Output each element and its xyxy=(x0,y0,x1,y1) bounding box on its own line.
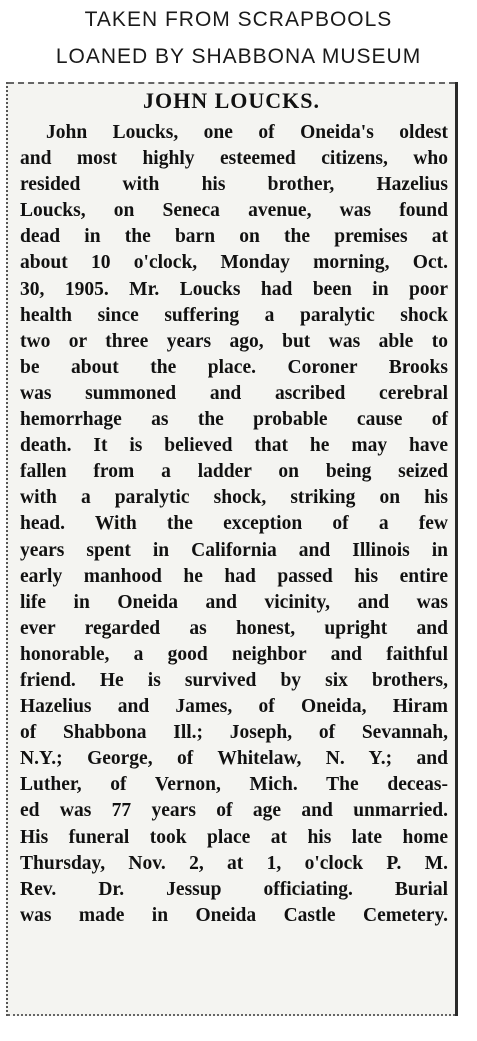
article-line: death. It is believed that he may have xyxy=(20,435,448,457)
article-line: and most highly esteemed citizens, who xyxy=(20,148,448,170)
article-line: John Loucks, one of Oneida's oldest xyxy=(46,122,448,143)
header-line-2: LOANED BY SHABBONA MUSEUM xyxy=(55,45,422,68)
clipping-bottom-edge xyxy=(8,1011,455,1016)
header-line-1: TAKEN FROM SCRAPBOOLS xyxy=(84,8,393,31)
article-line: early manhood he had passed his entire xyxy=(20,565,448,587)
newspaper-clipping xyxy=(6,82,458,1016)
article-line: with a paralytic shock, striking on his xyxy=(20,487,448,509)
article-line: Thursday, Nov. 2, at 1, o'clock P. M. xyxy=(20,852,448,874)
article-line: hemorrhage as the probable cause of xyxy=(20,409,448,431)
article-line: friend. He is survived by six brothers, xyxy=(20,669,448,691)
article-line: ever regarded as honest, upright and xyxy=(20,617,448,639)
article-line: Luther, of Vernon, Mich. The deceas- xyxy=(20,774,448,796)
article-line: be about the place. Coroner Brooks xyxy=(20,356,448,378)
article-line: about 10 o'clock, Monday morning, Oct. xyxy=(20,252,448,274)
article-line: life in Oneida and vicinity, and was xyxy=(20,591,448,613)
article-line: health since suffering a paralytic shock xyxy=(20,304,448,326)
article-line: ed was 77 years of age and unmarried. xyxy=(20,800,448,822)
article-line: head. With the exception of a few xyxy=(20,513,448,535)
article-line: was made in Oneida Castle Cemetery. xyxy=(20,904,448,926)
article-line: fallen from a ladder on being seized xyxy=(20,461,448,483)
article-line: Hazelius and James, of Oneida, Hiram xyxy=(20,696,448,718)
article-line: Loucks, on Seneca avenue, was found xyxy=(20,200,448,222)
article-line: honorable, a good neighbor and faithful xyxy=(20,643,448,665)
clipping-title: JOHN LOUCKS. xyxy=(142,88,321,113)
article-line: was summoned and ascribed cerebral xyxy=(20,382,448,404)
article-line: years spent in California and Illinois in xyxy=(20,539,448,561)
article-body xyxy=(20,120,448,929)
clipping-top-edge xyxy=(8,82,455,87)
article-line: His funeral took place at his late home xyxy=(20,826,448,848)
article-line: N.Y.; George, of Whitelaw, N. Y.; and xyxy=(20,748,448,770)
article-line: 30, 1905. Mr. Loucks had been in poor xyxy=(20,278,448,300)
article-line: Rev. Dr. Jessup officiating. Burial xyxy=(20,878,448,900)
article-line: of Shabbona Ill.; Joseph, of Sevannah, xyxy=(20,722,448,744)
article-line: two or three years ago, but was able to xyxy=(20,330,448,352)
article-line: resided with his brother, Hazelius xyxy=(20,174,448,196)
article-line: dead in the barn on the premises at xyxy=(20,226,448,248)
